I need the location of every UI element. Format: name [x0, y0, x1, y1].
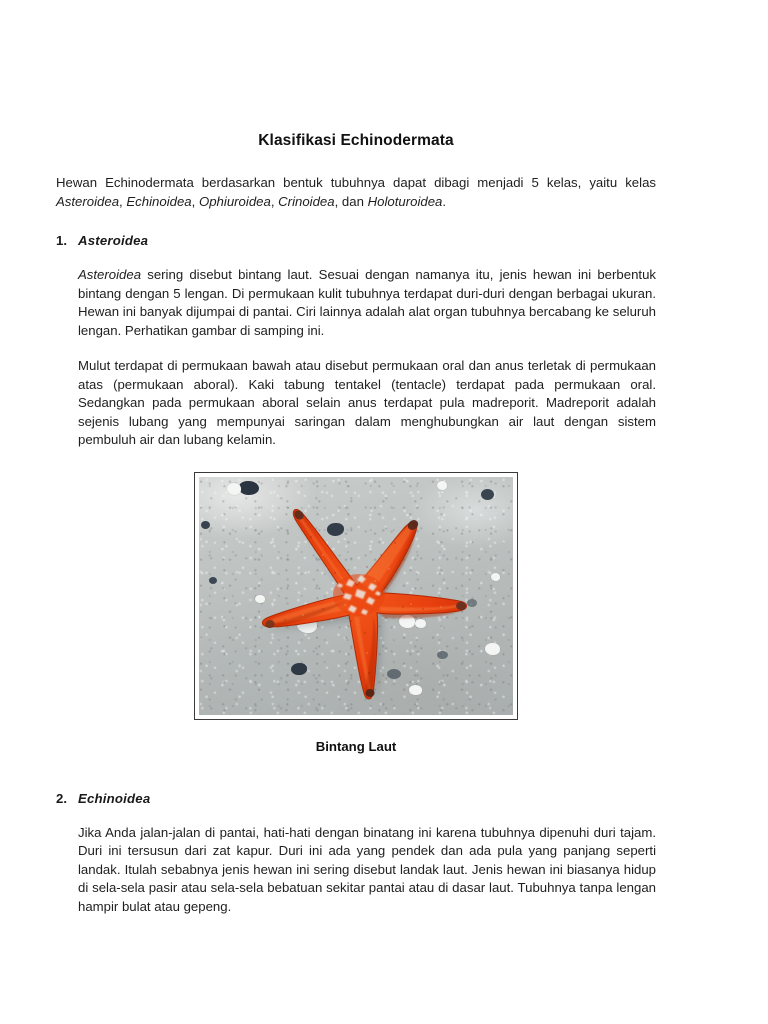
- class-name-ophiuroidea: Ophiuroidea: [198, 193, 271, 209]
- section-title: Asteroidea: [78, 233, 149, 248]
- intro-end: .: [442, 193, 447, 209]
- asteroidea-paragraph-2: Mulut terdapat di permukaan bawah atau disebut permukaan oral dan anus terletak di permukaan atas (permukaan aboral). Kaki tabung tentakel (tentacle) terdapat pada permukaan oral. Sedangkan pada permukaan aboral selain anus terdapat pula madreporit. Madreporit adalah sejenis lubang yang mempunyai saringan dalam menghubungkan air laut dengan sistem pembuluh air dan lubang kelamin.: [78, 358, 656, 447]
- starfish-icon: [199, 477, 513, 715]
- figure-bintang-laut: [56, 472, 656, 754]
- figure-caption: Bintang Laut: [315, 738, 397, 754]
- section-number: 1.: [56, 233, 67, 248]
- class-name-echinoidea: Echinoidea: [126, 193, 192, 209]
- asteroidea-paragraph-1-text: sering disebut bintang laut. Sesuai dengan namanya itu, jenis hewan ini berbentuk bintang dengan 5 lengan. Di permukaan kulit tubuhnya terdapat duri-duri dengan berbagai ukuran. Hewan ini banyak dijumpai di pantai. Ciri lainnya adalah alat organ tubuhnya bercabang ke seluruh lengan. Perhatikan gambar di samping ini.: [78, 267, 656, 338]
- class-name-asteroidea: Asteroidea: [56, 193, 120, 209]
- starfish-photograph: [199, 477, 513, 715]
- section-title: Echinoidea: [78, 790, 151, 806]
- section-heading-echinoidea: [56, 790, 656, 808]
- document-content: [56, 132, 656, 916]
- intro-sep-2: ,: [191, 193, 199, 209]
- intro-paragraph: [56, 174, 656, 211]
- section-number: 2.: [56, 790, 67, 806]
- intro-sep-4: , dan: [334, 193, 368, 209]
- intro-sep-1: ,: [119, 193, 127, 209]
- section-heading-asteroidea: [56, 232, 656, 250]
- echinoidea-paragraph-1: Jika Anda jalan-jalan di pantai, hati-hati dengan binatang ini karena tubuhnya dipenuhi duri tajam. Duri ini tersusun dari zat kapur. Duri ini ada yang pendek dan ada pula yang panjang seperti landak. Itulah sebabnya jenis hewan ini sering disebut landak laut. Jenis hewan ini biasanya hidup di sela-sela pasir atau sela-sela bebatuan sekitar pantai atau di dasar laut. Tubuhnya tanpa lengan hampir bulat atau gepeng.: [78, 824, 656, 914]
- class-name-holoturoidea: Holoturoidea: [367, 193, 443, 209]
- asteroidea-lead-term: Asteroidea: [78, 267, 142, 282]
- starfish-figure: [199, 477, 513, 715]
- intro-text-lead: Hewan Echinodermata berdasarkan bentuk tubuhnya dapat dibagi menjadi 5 kelas, yaitu kelas: [56, 175, 656, 190]
- photo-frame: [194, 472, 518, 720]
- page-title: Klasifikasi Echinodermata: [258, 132, 454, 149]
- intro-sep-3: ,: [270, 193, 279, 209]
- class-name-crinoidea: Crinoidea: [278, 193, 335, 209]
- asteroidea-paragraph-1: [78, 266, 656, 340]
- starfish-central-disc: [333, 574, 385, 616]
- section-spacer: [56, 754, 656, 790]
